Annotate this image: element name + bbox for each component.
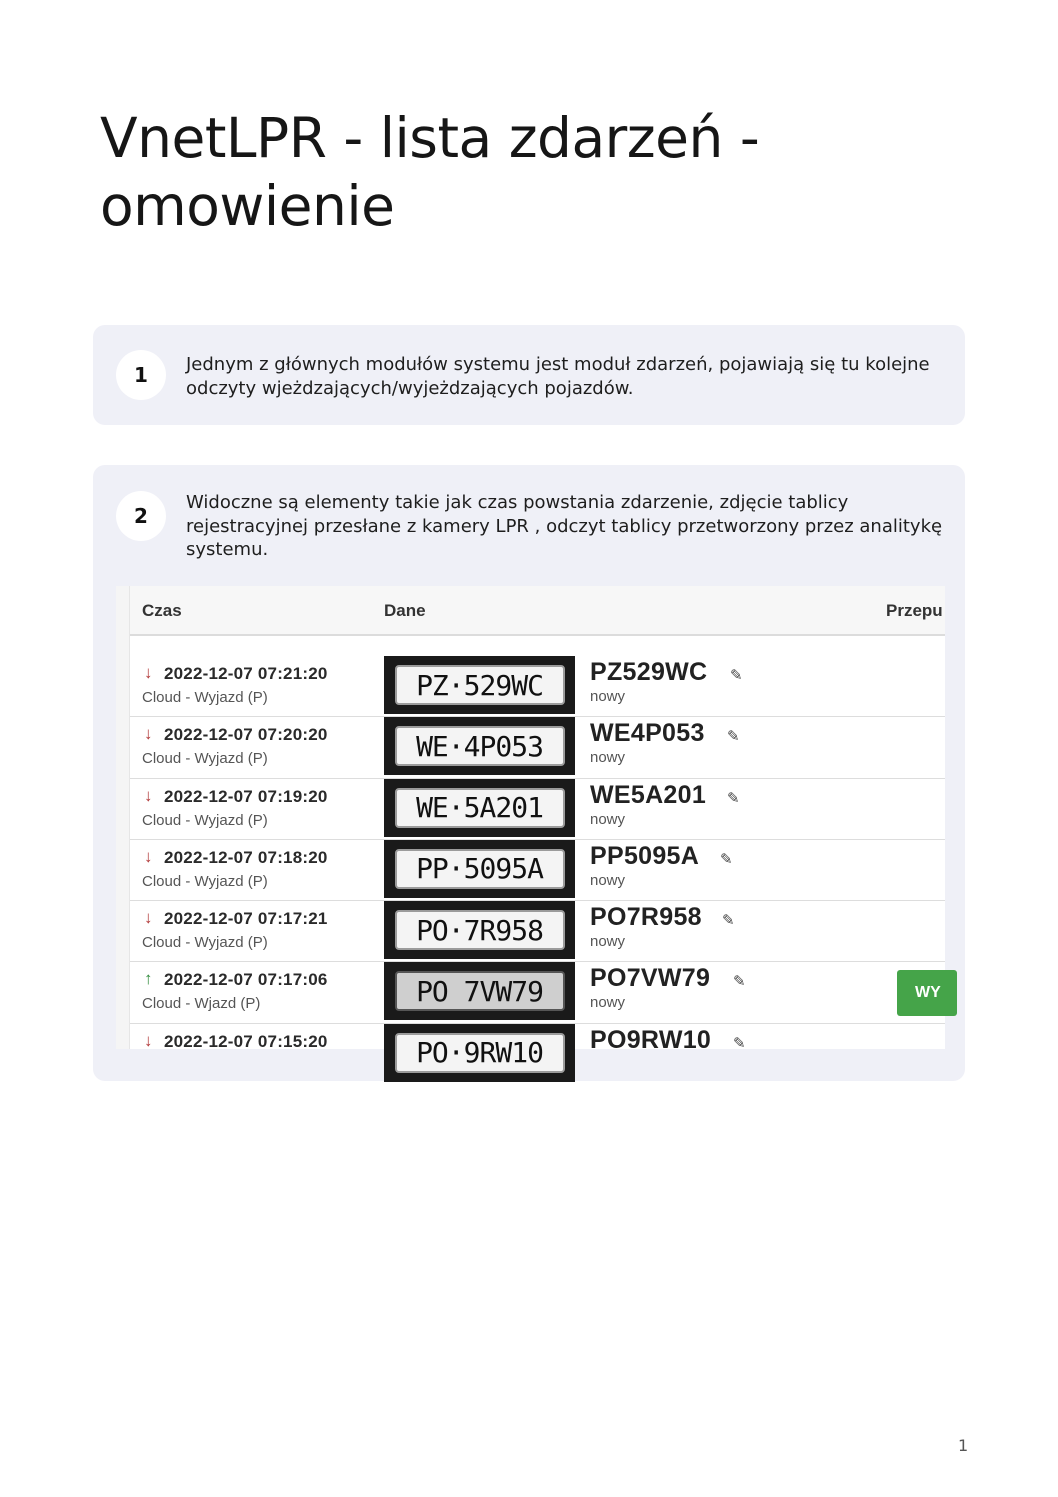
edit-pencil-icon[interactable]: ✎ [733, 1034, 746, 1052]
event-time: 2022-12-07 07:17:06 [164, 970, 328, 990]
plate-reading: PZ529WC [590, 658, 708, 686]
plate-photo-text: PO 7VW79 [395, 971, 565, 1011]
event-row [130, 717, 945, 778]
edit-pencil-icon[interactable]: ✎ [733, 973, 746, 991]
events-list-screenshot [116, 586, 945, 1070]
column-header-time: Czas [142, 601, 182, 620]
event-time: 2022-12-07 07:18:20 [164, 847, 328, 867]
event-source: Cloud - Wyjazd (P) [142, 872, 268, 890]
event-status: nowy [590, 933, 626, 951]
event-row [130, 656, 945, 717]
event-status: nowy [590, 871, 626, 889]
plate-photo-text: PP·5095A [395, 849, 565, 889]
step-card-1 [93, 325, 965, 425]
plate-reading: PO7VW79 [590, 964, 711, 993]
edit-pencil-icon[interactable]: ✎ [720, 850, 733, 868]
entry-arrow-icon: ↑ [144, 969, 153, 989]
plate-photo[interactable] [384, 779, 575, 837]
plate-photo-text: PZ·529WC [395, 665, 565, 705]
plate-photo-text: PO·7R958 [395, 910, 565, 950]
column-header-pass: Przepu [886, 601, 943, 620]
event-time: 2022-12-07 07:17:21 [164, 909, 328, 929]
edit-pencil-icon[interactable]: ✎ [730, 667, 743, 684]
plate-photo[interactable] [384, 962, 575, 1020]
page-number: 1 [958, 1436, 969, 1455]
event-status: nowy [590, 994, 626, 1012]
step-number-badge: 2 [116, 491, 166, 541]
event-time: 2022-12-07 07:21:20 [164, 664, 328, 683]
plate-reading: PP5095A [590, 841, 700, 870]
plate-reading: PO9RW10 [590, 1025, 712, 1054]
exit-arrow-icon: ↓ [144, 785, 153, 805]
event-status: nowy [590, 810, 626, 828]
events-table-header [130, 586, 945, 636]
event-source: Cloud - Wyjazd (P) [142, 750, 268, 768]
event-source: Cloud - Wyjazd (P) [142, 934, 268, 952]
step-number-badge: 1 [116, 350, 166, 400]
event-row [130, 840, 945, 901]
plate-photo-text: WE·5A201 [395, 788, 565, 828]
events-table-body [130, 656, 945, 1085]
edit-pencil-icon[interactable]: ✎ [727, 789, 740, 807]
step-card-2 [93, 465, 965, 1081]
event-time: 2022-12-07 07:20:20 [164, 725, 328, 745]
event-row [130, 1024, 945, 1085]
event-source: Cloud - Wyjazd (P) [142, 689, 268, 706]
plate-reading: PO7R958 [590, 903, 702, 932]
plate-photo[interactable] [384, 656, 575, 714]
event-source: Cloud - Wjazd (P) [142, 995, 261, 1013]
exit-arrow-icon: ↓ [144, 846, 153, 866]
plate-photo-text: PO·9RW10 [395, 1033, 565, 1073]
plate-reading: WE5A201 [590, 780, 707, 809]
event-row [130, 901, 945, 962]
plate-photo-text: WE·4P053 [395, 726, 565, 766]
event-status: nowy [590, 688, 626, 705]
event-source: Cloud - Wyjazd (P) [142, 811, 268, 829]
edit-pencil-icon[interactable]: ✎ [722, 912, 735, 930]
step-description: Widoczne są elementy takie jak czas powstania zdarzenie, zdjęcie tablicy rejestracyjnej przesłane z kamery LPR , odczyt tablicy przetworzony przez analitykę systemu. [186, 492, 943, 560]
event-status: nowy [590, 749, 626, 767]
plate-photo[interactable] [384, 840, 575, 898]
screenshot-sidebar-edge [116, 586, 130, 1049]
event-time: 2022-12-07 07:15:20 [164, 1031, 328, 1051]
plate-reading: WE4P053 [590, 719, 705, 748]
event-row [130, 962, 945, 1023]
exit-arrow-icon: ↓ [144, 724, 153, 744]
plate-photo[interactable] [384, 901, 575, 959]
event-row [130, 779, 945, 840]
page-title: VnetLPR - lista zdarzeń - omowienie [100, 106, 760, 238]
step-description: Jednym z głównych modułów systemu jest moduł zdarzeń, pojawiają się tu kolejne odczyty wjeżdzających/wyjeżdzających pojazdów. [186, 354, 930, 399]
exit-arrow-icon: ↓ [144, 908, 153, 928]
exit-arrow-icon: ↓ [144, 1030, 153, 1050]
event-time: 2022-12-07 07:19:20 [164, 786, 328, 806]
column-header-data: Dane [384, 601, 426, 620]
plate-photo[interactable] [384, 717, 575, 775]
exit-arrow-icon: ↓ [144, 663, 153, 682]
exit-button[interactable]: WY [897, 970, 957, 1016]
edit-pencil-icon[interactable]: ✎ [727, 728, 740, 746]
plate-photo[interactable] [384, 1024, 575, 1082]
